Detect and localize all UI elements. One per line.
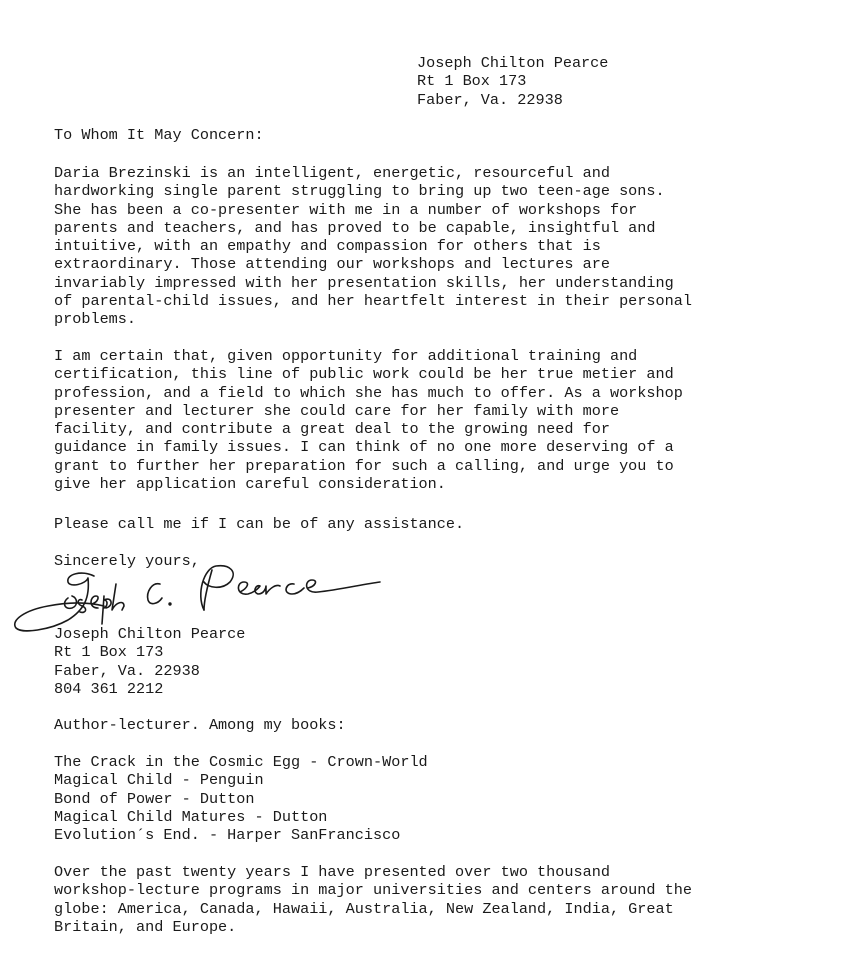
signer-line: Joseph Chilton Pearce <box>54 625 246 643</box>
signer-phone: 804 361 2212 <box>54 679 164 698</box>
paragraph-line: invariably impressed with her presentation skills, her understanding <box>54 273 674 292</box>
paragraph-line: profession, and a field to which she has much to offer. As a workshop <box>54 383 683 402</box>
sender-address-line: Joseph Chilton Pearce <box>417 54 609 72</box>
sender-address-line: Rt 1 Box 173 <box>417 72 527 91</box>
book-item: Evolution´s End. - Harper SanFrancisco <box>54 826 401 845</box>
paragraph-line: presenter and lecturer she could care for her family with more <box>54 401 620 420</box>
paragraph-line: Daria Brezinski is an intelligent, energetic, resourceful and <box>54 164 610 182</box>
paragraph-line: grant to further her preparation for such a calling, and urge you to <box>54 456 674 475</box>
paragraph-line: workshop-lecture programs in major universities and centers around the <box>54 881 692 900</box>
book-list <box>54 753 428 844</box>
author-intro: Author-lecturer. Among my books: <box>54 716 346 734</box>
signer-block <box>54 625 245 698</box>
paragraph-line: Britain, and Europe. <box>54 917 237 936</box>
paragraph-line: I am certain that, given opportunity for additional training and <box>54 347 638 365</box>
paragraph-line: facility, and contribute a great deal to the growing need for <box>54 420 610 439</box>
paragraph-line: intuitive, with an empathy and compassion for others that is <box>54 237 601 256</box>
paragraph-2 <box>54 347 683 493</box>
sender-address-line: Faber, Va. 22938 <box>417 90 563 109</box>
paragraph-line: globe: America, Canada, Hawaii, Australia, New Zealand, India, Great <box>54 899 674 918</box>
salutation: To Whom It May Concern: <box>54 126 264 144</box>
paragraph-3: Please call me if I can be of any assistance. <box>54 515 465 533</box>
book-item: Magical Child Matures - Dutton <box>54 807 328 826</box>
paragraph-line: hardworking single parent struggling to bring up two teen-age sons. <box>54 182 665 201</box>
paragraph-line: She has been a co-presenter with me in a number of workshops for <box>54 200 638 219</box>
signer-line: Rt 1 Box 173 <box>54 643 164 662</box>
paragraph-line: extraordinary. Those attending our workshops and lectures are <box>54 255 610 274</box>
book-item: The Crack in the Cosmic Egg - Crown-World <box>54 753 428 771</box>
paragraph-line: Over the past twenty years I have presented over two thousand <box>54 863 610 881</box>
signer-line: Faber, Va. 22938 <box>54 661 200 680</box>
paragraph-line: give her application careful consideration. <box>54 475 446 494</box>
experience-paragraph <box>54 863 692 936</box>
paragraph-line: guidance in family issues. I can think of no one more deserving of a <box>54 438 674 457</box>
paragraph-1 <box>54 164 692 329</box>
paragraph-line: of parental-child issues, and her heartfelt interest in their personal <box>54 292 692 311</box>
closing: Sincerely yours, <box>54 552 200 570</box>
book-item: Bond of Power - Dutton <box>54 789 255 808</box>
book-item: Magical Child - Penguin <box>54 771 264 790</box>
sender-address <box>417 54 608 109</box>
paragraph-line: parents and teachers, and has proved to be capable, insightful and <box>54 218 656 237</box>
paragraph-line: problems. <box>54 310 137 329</box>
paragraph-line: certification, this line of public work could be her true metier and <box>54 365 674 384</box>
